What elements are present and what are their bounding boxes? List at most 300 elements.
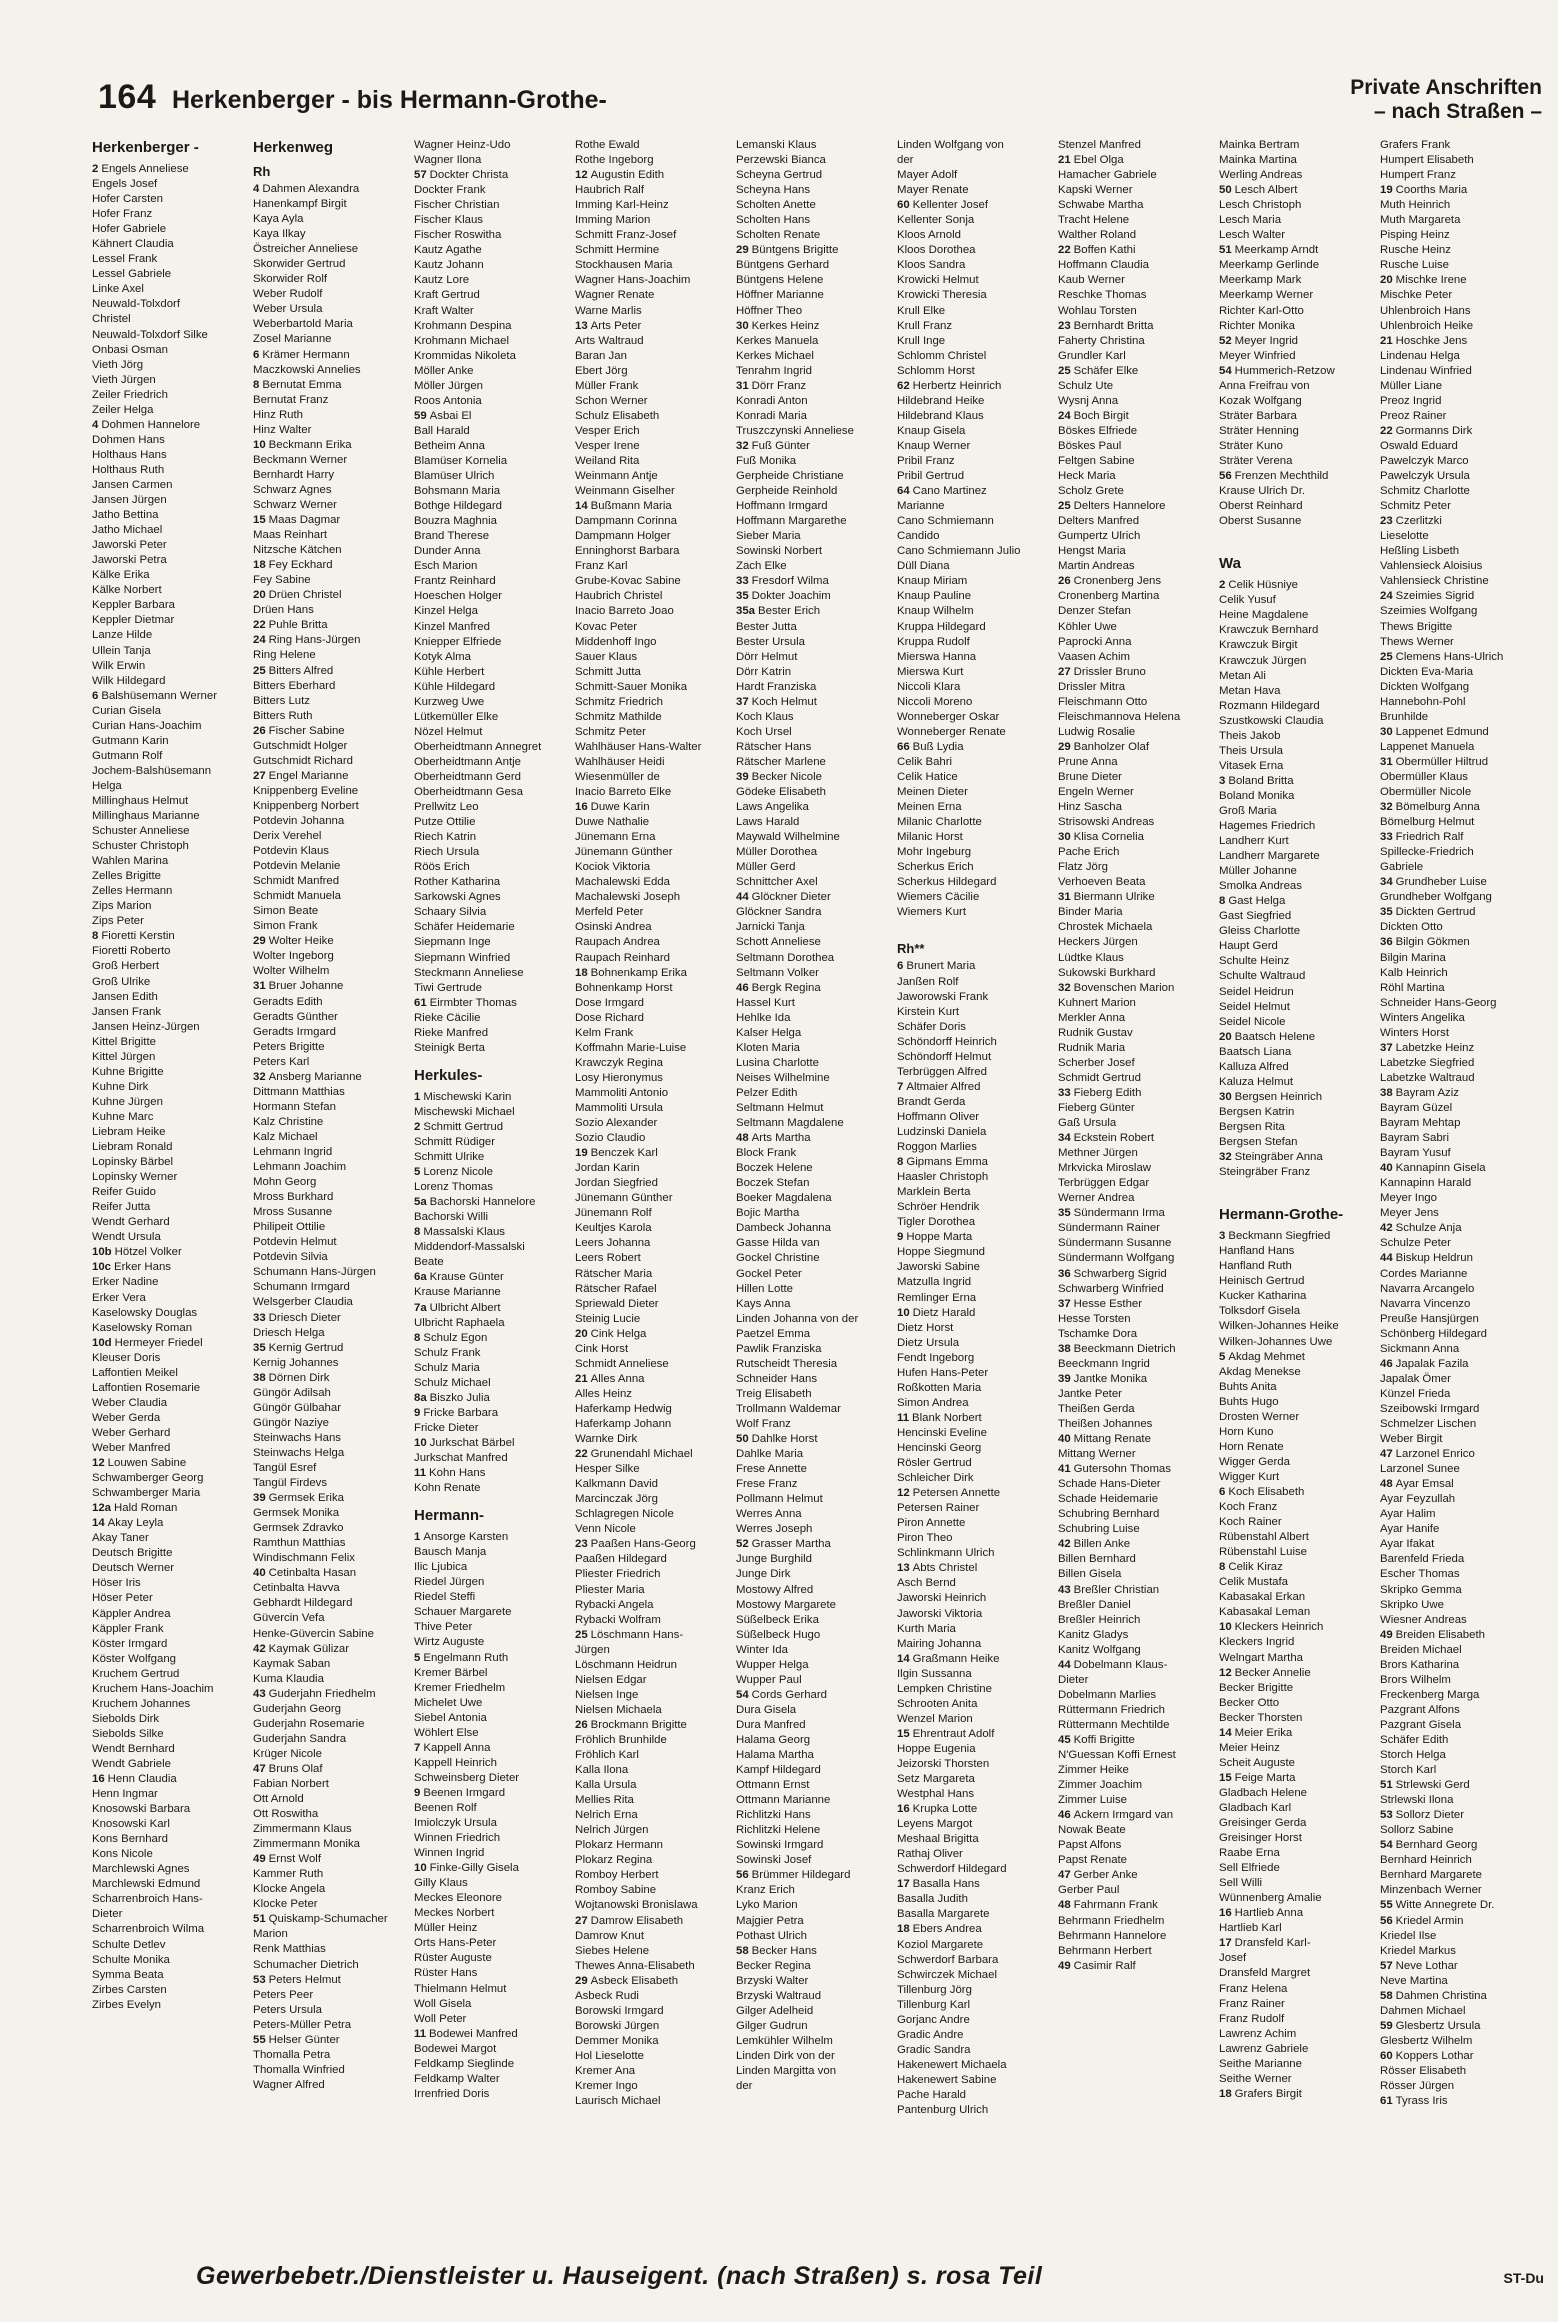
resident-entry: Theißen Johannes	[1058, 1417, 1153, 1430]
resident-entry: Gerpheide Reinhold	[736, 485, 838, 498]
resident-entry: Onbasi Osman	[92, 343, 168, 356]
resident-entry: Wupper Helga	[736, 1658, 809, 1671]
resident-entry: Marklein Berta	[897, 1186, 971, 1199]
resident-entry: Kampf Hildegard	[736, 1764, 821, 1777]
resident-entry: Fröhlich Karl	[575, 1749, 639, 1762]
resident-entry: Frantz Reinhard	[414, 575, 496, 588]
resident-entry: 25 Bitters Alfred	[253, 664, 334, 677]
resident-entry: Szustkowski Claudia	[1219, 714, 1324, 727]
resident-entry: Dobelmann Marlies	[1058, 1688, 1157, 1701]
column-8	[1219, 138, 1380, 2228]
resident-entry: Jünemann Günther	[575, 1192, 673, 1205]
resident-entry: Fuß Monika	[736, 454, 797, 467]
resident-entry: Kranz Erich	[736, 1884, 795, 1897]
resident-entry: Zirbes Carsten	[92, 1983, 167, 1996]
resident-entry: Wagner Renate	[575, 289, 655, 302]
resident-entry: Konradi Anton	[736, 394, 808, 407]
resident-entry: 23 Paaßen Hans-Georg	[575, 1538, 696, 1551]
resident-entry: Löschmann Heidrun	[575, 1658, 677, 1671]
resident-entry: Mostowy Alfred	[736, 1583, 814, 1596]
resident-entry: 49 Casimir Ralf	[1058, 1959, 1136, 1972]
resident-entry: Köster Irmgard	[92, 1637, 168, 1650]
resident-entry: Rübenstahl Luise	[1219, 1546, 1308, 1559]
resident-entry: Marianne	[897, 500, 945, 513]
resident-entry: Bohsmann Maria	[414, 485, 501, 498]
resident-entry: 40 Kannapinn Gisela	[1380, 1162, 1486, 1175]
resident-entry: 6 Koch Elisabeth	[1219, 1485, 1305, 1498]
resident-entry: der	[897, 154, 914, 167]
resident-entry: Wojtanowski Bronislawa	[575, 1899, 698, 1912]
resident-entry: 53 Sollorz Dieter	[1380, 1809, 1465, 1822]
resident-entry: Fendt Ingeborg	[897, 1351, 975, 1364]
resident-entry: Kruchem Hans-Joachim	[92, 1682, 214, 1695]
resident-entry: Spriewald Dieter	[575, 1297, 659, 1310]
resident-entry: Oberheidtmann Gesa	[414, 786, 523, 799]
resident-entry: Erker Nadine	[92, 1276, 159, 1289]
resident-entry: Keultjes Karola	[575, 1222, 652, 1235]
resident-entry: Fey Sabine	[253, 574, 311, 587]
resident-entry: 42 Billen Anke	[1058, 1538, 1131, 1551]
resident-entry: Rösser Jürgen	[1380, 2080, 1455, 2093]
resident-entry: Scheit Auguste	[1219, 1756, 1295, 1769]
resident-entry: Hanfland Ruth	[1219, 1260, 1292, 1273]
resident-entry: Kozak Wolfgang	[1219, 394, 1302, 407]
resident-entry: Zeiler Helga	[92, 403, 154, 416]
resident-entry: Gilger Adelheid	[736, 2004, 814, 2017]
resident-entry: Kaselowsky Douglas	[92, 1306, 198, 1319]
resident-entry: 53 Peters Helmut	[253, 1973, 341, 1986]
resident-entry: Süßelbeck Erika	[736, 1613, 819, 1626]
resident-entry: Gerber Paul	[1058, 1884, 1120, 1897]
resident-entry: 7a Ulbricht Albert	[414, 1301, 501, 1314]
resident-entry: 52 Grasser Martha	[736, 1538, 831, 1551]
resident-entry: Steinigk Berta	[414, 1041, 485, 1054]
resident-entry: 2 Celik Hüsniye	[1219, 579, 1298, 592]
resident-entry: Lindenau Helga	[1380, 349, 1460, 362]
resident-entry: Schmitt Jutta	[575, 665, 641, 678]
resident-entry: Hofer Gabriele	[92, 223, 167, 236]
resident-entry: Jaworski Sabine	[897, 1261, 980, 1274]
resident-entry: Geradts Günther	[253, 1010, 338, 1023]
resident-entry: Machalewski Edda	[575, 876, 670, 889]
resident-entry: Gockel Peter	[736, 1267, 802, 1280]
resident-entry: 12 Petersen Annette	[897, 1487, 1001, 1500]
resident-entry: Kernig Johannes	[253, 1356, 339, 1369]
resident-entry: Wirtz Auguste	[414, 1636, 485, 1649]
resident-entry: Kraft Gertrud	[414, 289, 480, 302]
resident-entry: Humpert Elisabeth	[1380, 154, 1474, 167]
resident-entry: 10 Dietz Harald	[897, 1306, 976, 1319]
resident-entry: Ott Roswitha	[253, 1808, 319, 1821]
resident-entry: Laffontien Meikel	[92, 1366, 178, 1379]
resident-entry: Sozio Alexander	[575, 1117, 658, 1130]
resident-entry: Gockel Christine	[736, 1252, 820, 1265]
resident-entry: 11 Kohn Hans	[414, 1467, 486, 1480]
resident-entry: Fleischmann Otto	[1058, 695, 1148, 708]
resident-entry: Akdag Menekse	[1219, 1365, 1301, 1378]
resident-entry: Kremer Friedhelm	[414, 1681, 506, 1694]
resident-entry: Greisinger Gerda	[1219, 1817, 1307, 1830]
resident-entry: Piron Theo	[897, 1532, 953, 1545]
resident-entry: Denzer Stefan	[1058, 605, 1131, 618]
resident-entry: 32 Fuß Günter	[736, 439, 810, 452]
resident-entry: Schulze Peter	[1380, 1237, 1451, 1250]
resident-entry: Terbrüggen Edgar	[1058, 1177, 1150, 1190]
resident-entry: 20 Drüen Christel	[253, 589, 342, 602]
resident-entry: Prune Anna	[1058, 755, 1118, 768]
resident-entry: Grube-Kovac Sabine	[575, 575, 681, 588]
resident-entry: Schumacher Dietrich	[253, 1958, 359, 1971]
resident-entry: Germsek Zdravko	[253, 1522, 344, 1535]
resident-entry: Schaary Silvia	[414, 906, 487, 919]
resident-entry: 8 Fioretti Kerstin	[92, 930, 175, 943]
resident-entry: Jünemann Günther	[575, 846, 673, 859]
resident-entry: 33 Friedrich Ralf	[1380, 831, 1464, 844]
resident-entry: 57 Neve Lothar	[1380, 1959, 1458, 1972]
resident-entry: Prellwitz Leo	[414, 801, 479, 814]
resident-entry: Sträter Barbara	[1219, 409, 1297, 422]
resident-entry: Kloos Dorothea	[897, 244, 976, 257]
resident-entry: Pribil Gertrud	[897, 470, 965, 483]
resident-entry: Hesse Torsten	[1058, 1312, 1131, 1325]
resident-entry: Schade Hans-Dieter	[1058, 1478, 1161, 1491]
resident-entry: Süßelbeck Hugo	[736, 1628, 821, 1641]
resident-entry: Hoeschen Holger	[414, 590, 503, 603]
column-7	[1058, 138, 1219, 2228]
resident-entry: Landherr Margarete	[1219, 850, 1320, 863]
resident-entry: Machalewski Joseph	[575, 891, 681, 904]
resident-entry: Seltmann Volker	[736, 966, 819, 979]
resident-entry: Bilgin Marina	[1380, 951, 1446, 964]
resident-entry: 23 Bernhardt Britta	[1058, 319, 1154, 332]
resident-entry: 30 Klisa Cornelia	[1058, 831, 1144, 844]
resident-entry: Becker Otto	[1219, 1696, 1280, 1709]
resident-entry: 6a Krause Günter	[414, 1271, 504, 1284]
resident-entry: Landherr Kurt	[1219, 835, 1289, 848]
resident-entry: Oberheidtmann Antje	[414, 755, 522, 768]
resident-entry: Engels Josef	[92, 178, 158, 191]
resident-entry: Romboy Herbert	[575, 1869, 659, 1882]
resident-entry: Weber Ursula	[253, 303, 323, 316]
resident-entry: Bayram Güzel	[1380, 1102, 1453, 1114]
resident-entry: Peters Karl	[253, 1055, 310, 1068]
resident-entry: Boeker Magdalena	[736, 1192, 832, 1205]
resident-entry: Mross Susanne	[253, 1206, 333, 1219]
resident-entry: Schwamberger Maria	[92, 1487, 201, 1500]
resident-entry: Grafers Frank	[1380, 139, 1451, 151]
resident-entry: Müller Dorothea	[736, 846, 818, 859]
resident-entry: Tracht Helene	[1058, 214, 1130, 227]
resident-entry: 49 Breiden Elisabeth	[1380, 1628, 1485, 1641]
resident-entry: Schmelzer Lischen	[1380, 1417, 1477, 1430]
resident-entry: Mohr Ingeburg	[897, 846, 972, 859]
resident-entry: Krull Franz	[897, 319, 953, 332]
resident-entry: 12a Hald Roman	[92, 1502, 178, 1515]
resident-entry: Höffner Theo	[736, 304, 803, 317]
resident-entry: Hormann Stefan	[253, 1100, 336, 1113]
resident-entry: Meyer Ingo	[1380, 1192, 1437, 1205]
resident-entry: Uhlenbroich Hans	[1380, 304, 1471, 317]
resident-entry: 33 Fresdorf Wilma	[736, 575, 829, 588]
resident-entry: 19 Benczek Karl	[575, 1147, 658, 1160]
resident-entry: 3 Beckmann Siegfried	[1219, 1230, 1331, 1243]
resident-entry: 12 Becker Annelie	[1219, 1666, 1311, 1679]
resident-entry: Schmitt Franz-Josef	[575, 229, 677, 242]
resident-entry: Ayar Halim	[1380, 1508, 1436, 1521]
resident-entry: Kloos Arnold	[897, 229, 961, 242]
resident-entry: Meyer Winfried	[1219, 349, 1296, 362]
resident-entry: Krommidas Nikoleta	[414, 349, 516, 362]
resident-entry: Treig Elisabeth	[736, 1387, 812, 1400]
resident-entry: Becker Brigitte	[1219, 1681, 1294, 1694]
resident-entry: Wigger Gerda	[1219, 1455, 1290, 1468]
resident-entry: Remlinger Erna	[897, 1291, 977, 1304]
resident-entry: Siebolds Dirk	[92, 1712, 160, 1725]
resident-entry: Steckmann Anneliese	[414, 966, 524, 979]
resident-entry: Kautz Johann	[414, 259, 484, 272]
resident-entry	[897, 920, 1053, 935]
resident-entry: Wigger Kurt	[1219, 1470, 1280, 1483]
resident-entry: Zimmermann Klaus	[253, 1823, 352, 1836]
resident-entry: Weber Gerda	[92, 1411, 161, 1424]
resident-entry: Vieth Jürgen	[92, 373, 156, 386]
resident-entry: Sündermann Wolfgang	[1058, 1252, 1175, 1265]
resident-entry: Schmidt Manfred	[253, 875, 340, 888]
resident-entry: 44 Dobelmann Klaus-	[1058, 1658, 1168, 1671]
resident-entry: Sündermann Rainer	[1058, 1222, 1160, 1235]
resident-entry: Zimmer Joachim	[1058, 1779, 1143, 1792]
resident-entry: Pawelczyk Ursula	[1380, 470, 1470, 483]
resident-entry: Windischmann Felix	[253, 1552, 355, 1565]
resident-entry: Geradts Edith	[253, 995, 323, 1008]
resident-entry: Fischer Christian	[414, 199, 500, 212]
resident-entry: Curian Gisela	[92, 704, 162, 717]
resident-entry: Wohlau Torsten	[1058, 304, 1137, 317]
resident-entry: 40 Cetinbalta Hasan	[253, 1567, 357, 1580]
resident-entry: Deutsch Werner	[92, 1562, 175, 1575]
resident-entry: Sell Willi	[1219, 1877, 1263, 1890]
resident-entry: Wagner Ilona	[414, 154, 482, 167]
resident-entry: Kaluza Helmut	[1219, 1075, 1294, 1088]
resident-entry: Henn Ingmar	[92, 1788, 158, 1801]
resident-entry: Schulte Monika	[92, 1953, 170, 1966]
resident-entry: Franz Rainer	[1219, 1997, 1285, 2010]
resident-entry: Kriedel Markus	[1380, 1944, 1456, 1957]
resident-entry: 25 Clemens Hans-Ulrich	[1380, 650, 1504, 663]
resident-entry: Krawczuk Birgit	[1219, 639, 1298, 652]
resident-entry: 47 Larzonel Enrico	[1380, 1448, 1475, 1461]
resident-entry: Metan Ali	[1219, 669, 1266, 682]
resident-entry: Böskes Paul	[1058, 439, 1122, 452]
resident-entry: Imming Marion	[575, 214, 651, 227]
resident-entry: Schwirczek Michael	[897, 1968, 998, 1981]
resident-entry: Bergsen Stefan	[1219, 1136, 1298, 1148]
resident-entry: Scharrenbroich Hans-	[92, 1893, 203, 1906]
resident-entry: Matzulla Ingrid	[897, 1276, 972, 1289]
resident-entry: Cronenberg Martina	[1058, 590, 1160, 603]
resident-entry: 16 Hartlieb Anna	[1219, 1907, 1304, 1920]
resident-entry: Liebram Heike	[92, 1126, 166, 1138]
resident-entry: 37 Hesse Esther	[1058, 1297, 1143, 1310]
resident-entry: Gumpertz Ulrich	[1058, 530, 1141, 543]
resident-entry: Dura Manfred	[736, 1718, 806, 1731]
resident-entry: Breiden Michael	[1380, 1643, 1462, 1656]
resident-entry: Schwerdorf Hildegard	[897, 1863, 1007, 1876]
resident-entry: Lusina Charlotte	[736, 1056, 819, 1069]
street-heading: Herkules-	[414, 1066, 483, 1084]
resident-entry: Middendorf-Massalski	[414, 1241, 525, 1254]
resident-entry: Obermüller Klaus	[1380, 770, 1468, 783]
resident-entry: Dieter	[92, 1908, 123, 1921]
resident-entry: Ludwig Rosalie	[1058, 725, 1136, 738]
resident-entry: 46 Ackern Irmgard van	[1058, 1809, 1174, 1822]
resident-entry: Riedel Jürgen	[414, 1576, 485, 1589]
page-number: 164	[98, 78, 157, 116]
resident-entry: Mainka Bertram	[1219, 139, 1300, 151]
resident-entry: Dietz Ursula	[897, 1336, 960, 1349]
resident-entry: Schulte Detlev	[92, 1938, 166, 1951]
resident-entry: Kotyk Alma	[414, 650, 471, 663]
resident-entry: Scheyna Gertrud	[736, 169, 823, 182]
resident-entry: Lempken Christine	[897, 1682, 992, 1695]
resident-entry: 15 Feige Marta	[1219, 1771, 1296, 1784]
resident-entry: Ludzinski Daniela	[897, 1126, 987, 1138]
resident-entry: Heinisch Gertrud	[1219, 1275, 1305, 1288]
resident-entry: Neises Wilhelmine	[736, 1071, 830, 1084]
resident-entry: 30 Bergsen Heinrich	[1219, 1090, 1323, 1103]
resident-entry: Dohmen Hans	[92, 433, 165, 446]
resident-entry: Oberheidtmann Annegret	[414, 740, 542, 753]
resident-entry: 26 Brockmann Brigitte	[575, 1718, 687, 1731]
resident-entry: Muth Heinrich	[1380, 199, 1451, 212]
resident-entry: Lütkemüller Elke	[414, 710, 499, 723]
resident-entry: Walther Roland	[1058, 229, 1137, 242]
resident-entry: Scholten Anette	[736, 199, 816, 212]
resident-entry: Paetzel Emma	[736, 1327, 811, 1340]
resident-entry: Werner Andrea	[1058, 1192, 1135, 1205]
resident-entry: Labetzke Waltraud	[1380, 1071, 1475, 1084]
resident-entry: Rathaj Oliver	[897, 1848, 963, 1861]
resident-entry: Kuhne Brigitte	[92, 1065, 164, 1078]
resident-entry: Rusche Heinz	[1380, 244, 1451, 257]
resident-entry: Nelrich Jürgen	[575, 1824, 649, 1837]
resident-entry: Humpert Franz	[1380, 169, 1456, 182]
resident-entry: Gleiss Charlotte	[1219, 925, 1301, 938]
resident-entry: Buhts Anita	[1219, 1380, 1277, 1393]
resident-entry: Celik Yusuf	[1219, 594, 1276, 607]
resident-entry: Tillenburg Karl	[897, 1998, 971, 2011]
resident-entry: Koch Franz	[1219, 1501, 1278, 1514]
resident-entry: Greisinger Horst	[1219, 1832, 1302, 1845]
resident-entry: Hinz Ruth	[253, 408, 304, 421]
resident-entry: Basalla Judith	[897, 1893, 968, 1906]
resident-entry: Scherkus Hildegard	[897, 876, 997, 889]
resident-entry: Haupt Gerd	[1219, 940, 1278, 953]
resident-entry: Kurth Maria	[897, 1622, 956, 1635]
resident-entry: Szeibowski Irmgard	[1380, 1402, 1480, 1415]
resident-entry: Kautz Agathe	[414, 244, 482, 257]
resident-entry: 54 Hummerich-Retzow	[1219, 364, 1335, 377]
resident-entry: 10b Hötzel Volker	[92, 1246, 182, 1259]
resident-entry: Sträter Kuno	[1219, 439, 1283, 452]
resident-entry: Zimmer Heike	[1058, 1764, 1129, 1777]
resident-entry: 58 Becker Hans	[736, 1944, 817, 1957]
resident-entry: Hanenkampf Birgit	[253, 198, 347, 211]
resident-entry: Paaßen Hildegard	[575, 1553, 667, 1566]
resident-entry: Müller Frank	[575, 379, 639, 392]
resident-entry: Vieth Jörg	[92, 358, 144, 371]
resident-entry: Mayer Renate	[897, 184, 969, 197]
resident-entry: Leers Johanna	[575, 1237, 651, 1250]
resident-entry: 34 Grundheber Luise	[1380, 876, 1487, 889]
resident-entry: 5 Akdag Mehmet	[1219, 1350, 1305, 1363]
resident-entry: 6 Krämer Hermann	[253, 348, 350, 361]
resident-entry: Schumann Irmgard	[253, 1281, 350, 1294]
resident-entry: Kleckers Ingrid	[1219, 1636, 1295, 1649]
resident-entry: Seltmann Dorothea	[736, 951, 835, 964]
resident-entry: Wendt Bernhard	[92, 1742, 175, 1755]
resident-entry: Linden Johanna von der	[736, 1312, 859, 1325]
resident-entry: Kociok Viktoria	[575, 861, 651, 874]
resident-entry: Ottmann Marianne	[736, 1794, 831, 1807]
resident-entry: 14 Graßmann Heike	[897, 1652, 1000, 1665]
resident-entry: Dambeck Johanna	[736, 1222, 831, 1235]
resident-entry: Jatho Bettina	[92, 509, 159, 522]
resident-entry: Kälke Erika	[92, 569, 150, 582]
resident-entry: Japalak Ömer	[1380, 1372, 1451, 1385]
resident-entry: Zimmer Luise	[1058, 1794, 1127, 1807]
resident-entry: Bitters Lutz	[253, 694, 310, 707]
resident-entry: Dörr Katrin	[736, 665, 792, 678]
resident-entry: Jaworowski Frank	[897, 990, 989, 1003]
resident-entry: Skorwider Gertrud	[253, 258, 346, 271]
resident-entry: Wahlhäuser Hans-Walter	[575, 740, 702, 753]
resident-entry: Behrmann Hannelore	[1058, 1929, 1167, 1942]
resident-entry: Steinwachs Hans	[253, 1431, 342, 1444]
resident-entry: 10 Kleckers Heinrich	[1219, 1621, 1324, 1634]
resident-entry: Hencinski Eveline	[897, 1426, 987, 1439]
resident-entry: 21 Ebel Olga	[1058, 154, 1124, 167]
resident-entry: Schönberg Hildegard	[1380, 1327, 1488, 1340]
resident-entry: 18 Grafers Birgit	[1219, 2087, 1302, 2100]
resident-entry: Steinig Lucie	[575, 1312, 641, 1325]
resident-entry: 17 Dransfeld Karl-	[1219, 1937, 1311, 1950]
resident-entry: Jansen Jürgen	[92, 494, 167, 507]
resident-entry: Putze Ottilie	[414, 816, 476, 829]
resident-entry: Haferkamp Hedwig	[575, 1402, 672, 1415]
resident-entry: Maas Reinhart	[253, 529, 328, 542]
resident-entry: Roßkotten Maria	[897, 1381, 982, 1394]
resident-entry: Kittel Brigitte	[92, 1035, 156, 1048]
resident-entry: Wendt Ursula	[92, 1231, 161, 1244]
resident-entry: Orts Hans-Peter	[414, 1937, 497, 1950]
resident-entry: Schlomm Horst	[897, 364, 975, 377]
resident-entry: 37 Labetzke Heinz	[1380, 1041, 1475, 1054]
resident-entry: Fieberg Günter	[1058, 1102, 1135, 1114]
resident-entry: Wonneberger Oskar	[897, 710, 1000, 723]
resident-entry: Schmitz Peter	[1380, 500, 1451, 513]
resident-entry: Groß Herbert	[92, 960, 160, 973]
resident-entry: Büntgens Gerhard	[736, 259, 830, 272]
resident-entry: Müller Johanne	[1219, 865, 1297, 878]
resident-entry: Welngart Martha	[1219, 1651, 1303, 1664]
resident-entry: Sell Elfriede	[1219, 1862, 1280, 1875]
resident-entry: Kappell Heinrich	[414, 1756, 497, 1769]
resident-entry: Linden Wolfgang von	[897, 139, 1004, 151]
resident-entry: Frese Franz	[736, 1478, 798, 1491]
resident-entry: Zosel Marianne	[253, 333, 332, 346]
resident-entry: Kuma Klaudia	[253, 1672, 324, 1685]
